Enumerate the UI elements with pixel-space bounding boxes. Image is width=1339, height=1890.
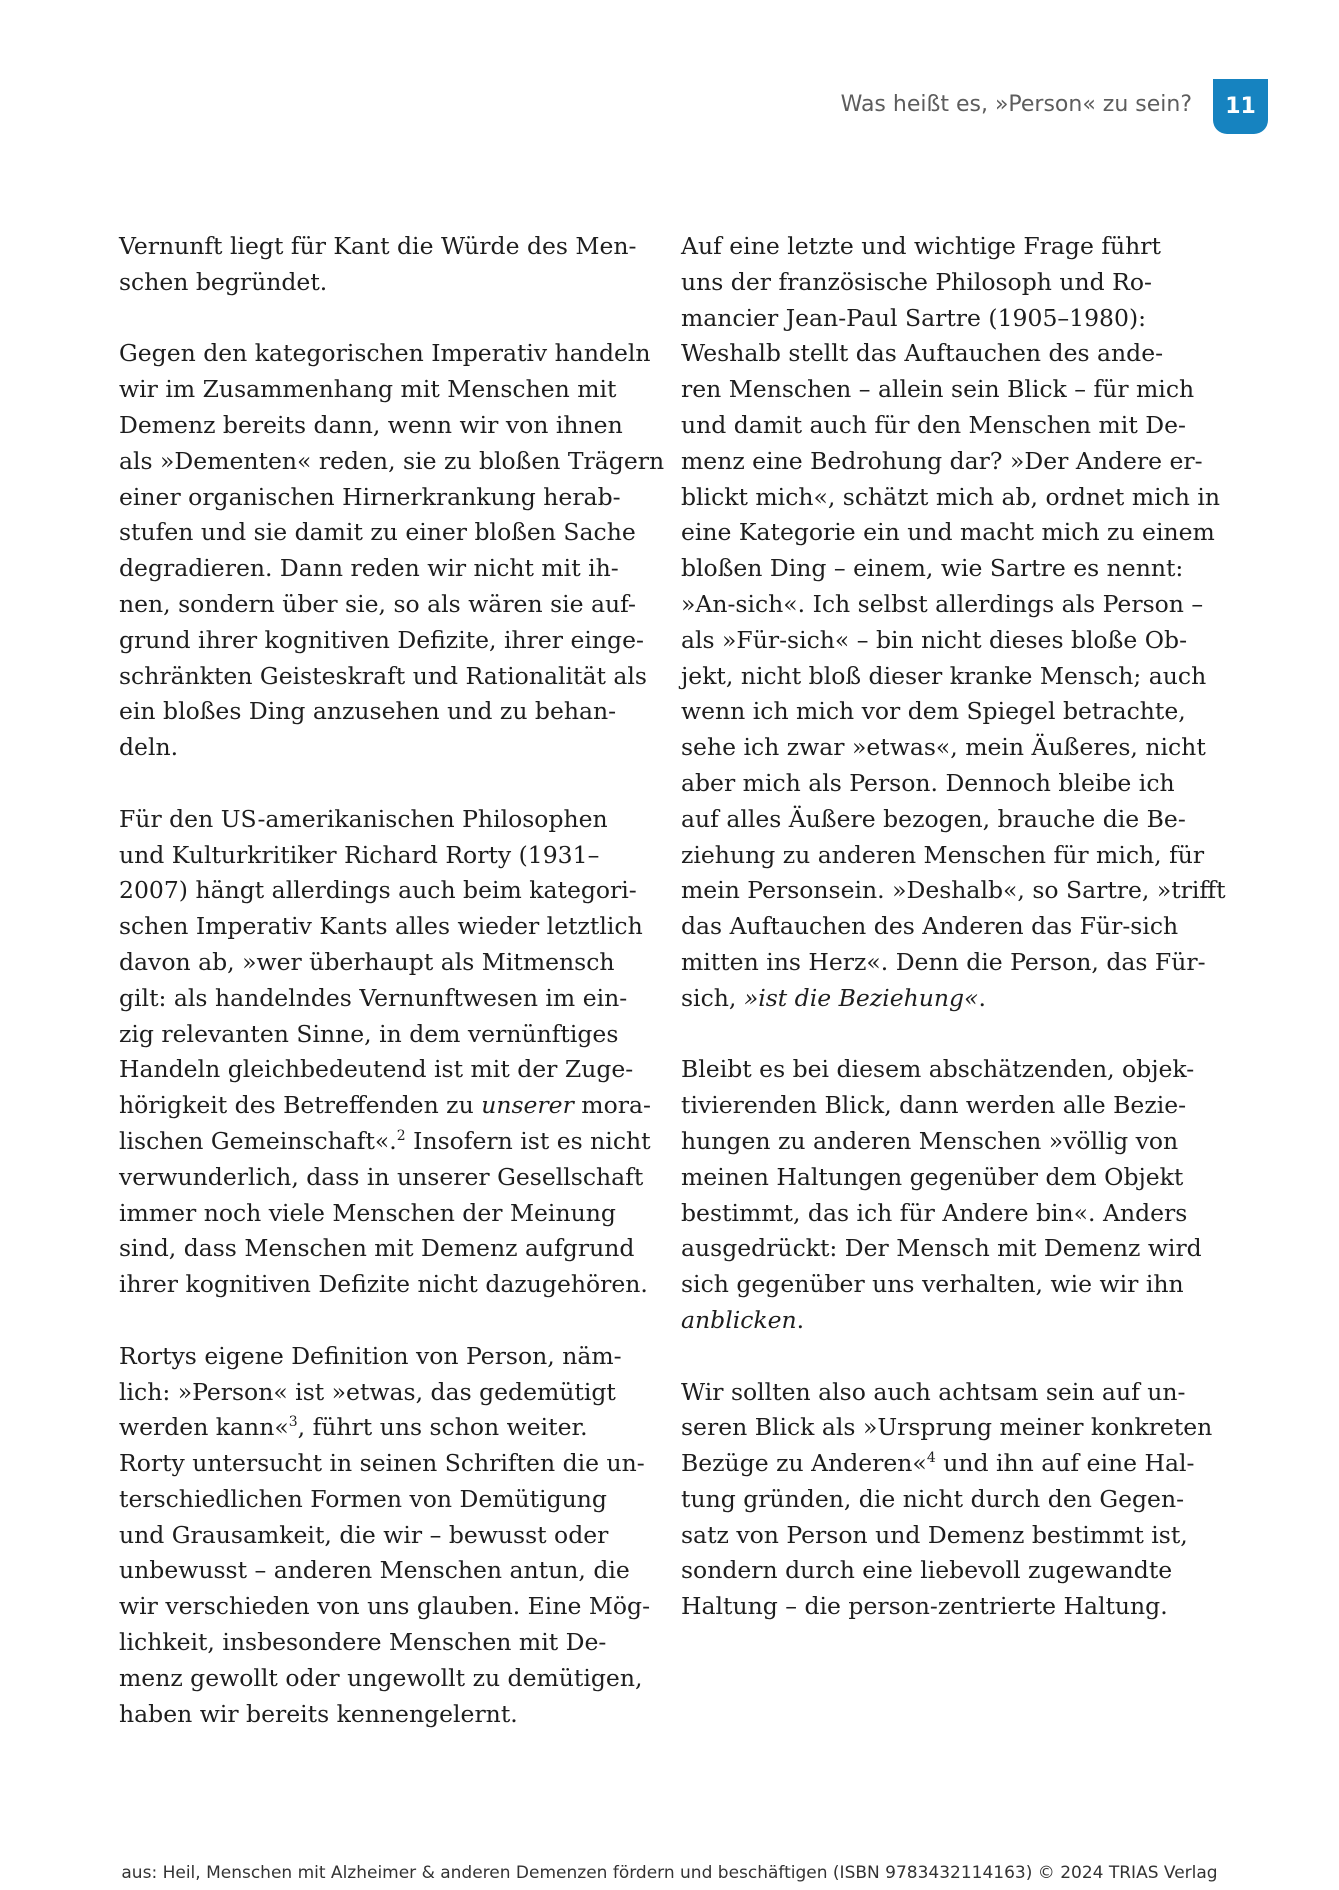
text-line: mancier Jean-Paul Sartre (1905–1980): bbox=[681, 303, 1147, 332]
text-line: gilt: als handelndes Vernunftwesen im ein- bbox=[119, 983, 628, 1012]
text-run: mora- bbox=[573, 1091, 651, 1120]
paragraph bbox=[119, 336, 665, 766]
footnote-marker: 4 bbox=[926, 1450, 936, 1467]
paragraph bbox=[681, 229, 1226, 1017]
text-line: ren Menschen – allein sein Blick – für mich bbox=[681, 375, 1195, 404]
text-line: Handeln gleichbedeutend ist mit der Zuge- bbox=[119, 1055, 634, 1084]
text-line bbox=[681, 1446, 1221, 1482]
paragraph bbox=[119, 229, 659, 301]
text-line: sondern durch eine liebevoll zugewandte bbox=[681, 1556, 1173, 1585]
text-line: einer organischen Hirnerkrankung herab- bbox=[119, 482, 621, 511]
text-line: Auf eine letzte und wichtige Frage führt bbox=[681, 232, 1161, 260]
text-line: und Kulturkritiker Richard Rorty (1931– bbox=[119, 840, 600, 869]
text-line: wir verschieden von uns glauben. Eine Mög- bbox=[119, 1592, 651, 1621]
text-line: davon ab, »wer überhaupt als Mitmensch bbox=[119, 947, 615, 976]
text-run: Bezüge zu Anderen« bbox=[681, 1449, 927, 1478]
text-run: , führt uns schon weiter. bbox=[297, 1413, 588, 1442]
page-number: 11 bbox=[1225, 94, 1256, 119]
text-line: Vernunft liegt für Kant die Würde des Men- bbox=[119, 232, 637, 260]
text-line: satz von Person und Demenz bestimmt ist, bbox=[681, 1520, 1188, 1549]
text-line: als »Dementen« reden, sie zu bloßen Trägern bbox=[119, 446, 665, 475]
text-run: hörigkeit des Betreffenden zu bbox=[119, 1091, 482, 1120]
text-line: Bleibt es bei diesem abschätzenden, objek- bbox=[681, 1055, 1195, 1084]
text-line: 2007) hängt allerdings auch beim kategori- bbox=[119, 876, 637, 905]
text-run: und ihn auf eine Hal- bbox=[935, 1449, 1195, 1478]
text-run: lischen Gemeinschaft«. bbox=[119, 1126, 397, 1155]
text-line: blickt mich«, schätzt mich ab, ordnet mich in bbox=[681, 482, 1221, 511]
text-line: terschiedlichen Formen von Demütigung bbox=[119, 1484, 607, 1513]
text-line: uns der französische Philosoph und Ro- bbox=[681, 267, 1152, 296]
paragraph bbox=[119, 1339, 659, 1733]
text-line: sich gegenüber uns verhalten, wie wir ihn bbox=[681, 1270, 1184, 1299]
text-run: . bbox=[978, 983, 986, 1012]
text-line: stufen und sie damit zu einer bloßen Sache bbox=[119, 518, 636, 547]
text-line: auf alles Äußere bezogen, brauche die Be- bbox=[681, 804, 1186, 833]
right-text-column bbox=[681, 229, 1226, 1661]
text-line bbox=[119, 1410, 659, 1446]
text-line: seren Blick als »Ursprung meiner konkreten bbox=[681, 1413, 1213, 1442]
text-line: immer noch viele Menschen der Meinung bbox=[119, 1198, 616, 1227]
text-line: zig relevanten Sinne, in dem vernünftiges bbox=[119, 1019, 619, 1048]
text-run: werden kann« bbox=[119, 1413, 289, 1442]
source-citation: aus: Heil, Menschen mit Alzheimer & anderen Demenzen fördern und beschäftigen (ISBN 9783432114163) © 2024 TRIAS Verlag bbox=[121, 1863, 1218, 1883]
text-line bbox=[119, 1088, 659, 1124]
text-line bbox=[681, 1303, 1221, 1339]
text-line: mein Personsein. »Deshalb«, so Sartre, »trifft bbox=[681, 876, 1226, 905]
text-line: sind, dass Menschen mit Demenz aufgrund bbox=[119, 1234, 635, 1263]
text-line: Rorty untersucht in seinen Schriften die un- bbox=[119, 1449, 645, 1478]
text-line: wir im Zusammenhang mit Menschen mit bbox=[119, 375, 617, 404]
text-line: Haltung – die person-zentrierte Haltung. bbox=[681, 1592, 1168, 1621]
text-line: bloßen Ding – einem, wie Sartre es nennt: bbox=[681, 554, 1184, 583]
text-line: lichkeit, insbesondere Menschen mit De- bbox=[119, 1628, 607, 1657]
text-line: Wir sollten also auch achtsam sein auf un- bbox=[681, 1377, 1186, 1406]
text-line: verwunderlich, dass in unserer Gesellschaft bbox=[119, 1162, 644, 1191]
footnote-marker: 3 bbox=[288, 1414, 298, 1431]
text-line: tivierenden Blick, dann werden alle Bezie- bbox=[681, 1091, 1187, 1120]
emphasis: anblicken bbox=[681, 1305, 797, 1334]
text-line: Demenz bereits dann, wenn wir von ihnen bbox=[119, 410, 623, 439]
text-line: grund ihrer kognitiven Defizite, ihrer einge- bbox=[119, 625, 644, 654]
text-line: schränkten Geisteskraft und Rationalität als bbox=[119, 661, 647, 690]
text-line: eine Kategorie ein und macht mich zu einem bbox=[681, 518, 1215, 547]
text-line: aber mich als Person. Dennoch bleibe ich bbox=[681, 768, 1175, 797]
text-line: sehe ich zwar »etwas«, mein Äußeres, nicht bbox=[681, 733, 1206, 762]
text-line: schen begründet. bbox=[119, 267, 328, 296]
footnote-marker: 2 bbox=[396, 1127, 406, 1144]
text-line: bestimmt, das ich für Andere bin«. Anders bbox=[681, 1198, 1188, 1227]
text-line: menz eine Bedrohung dar? »Der Andere er- bbox=[681, 446, 1203, 475]
text-line: und damit auch für den Menschen mit De- bbox=[681, 410, 1186, 439]
text-line: Gegen den kategorischen Imperativ handeln bbox=[119, 339, 651, 368]
text-line: Rortys eigene Definition von Person, näm- bbox=[119, 1341, 622, 1370]
text-line: ausgedrückt: Der Mensch mit Demenz wird bbox=[681, 1234, 1202, 1263]
text-run: Insofern ist es nicht bbox=[405, 1126, 651, 1155]
paragraph bbox=[681, 1052, 1221, 1338]
text-line: haben wir bereits kennengelernt. bbox=[119, 1699, 518, 1728]
running-title: Was heißt es, »Person« zu sein? bbox=[840, 92, 1192, 117]
text-line: ein bloßes Ding anzusehen und zu behan- bbox=[119, 697, 617, 726]
text-line: jekt, nicht bloß dieser kranke Mensch; auch bbox=[681, 661, 1207, 690]
text-line: deln. bbox=[119, 733, 179, 762]
emphasis: unserer bbox=[481, 1091, 574, 1120]
text-run: sich, bbox=[681, 983, 744, 1012]
text-line: nen, sondern über sie, so als wären sie auf- bbox=[119, 589, 636, 618]
text-line: lich: »Person« ist »etwas, das gedemütigt bbox=[119, 1377, 616, 1406]
text-line: tung gründen, die nicht durch den Gegen- bbox=[681, 1484, 1185, 1513]
text-line: »An-sich«. Ich selbst allerdings als Person – bbox=[681, 589, 1204, 618]
paragraph bbox=[119, 802, 659, 1303]
text-line: ziehung zu anderen Menschen für mich, für bbox=[681, 840, 1205, 869]
text-run: . bbox=[796, 1305, 805, 1334]
text-line: hungen zu anderen Menschen »völlig von bbox=[681, 1126, 1179, 1155]
text-line: degradieren. Dann reden wir nicht mit ih- bbox=[119, 554, 619, 583]
text-line: ihrer kognitiven Defizite nicht dazugehören. bbox=[119, 1270, 648, 1299]
text-line: meinen Haltungen gegenüber dem Objekt bbox=[681, 1162, 1184, 1191]
text-line bbox=[681, 981, 1221, 1017]
text-line: und Grausamkeit, die wir – bewusst oder bbox=[119, 1520, 609, 1549]
text-line: als »Für-sich« – bin nicht dieses bloße Ob- bbox=[681, 625, 1188, 654]
text-line: Weshalb stellt das Auftauchen des ande- bbox=[681, 339, 1164, 368]
text-line: unbewusst – anderen Menschen antun, die bbox=[119, 1556, 630, 1585]
text-line: das Auftauchen des Anderen das Für-sich bbox=[681, 912, 1179, 941]
text-line: wenn ich mich vor dem Spiegel betrachte, bbox=[681, 697, 1186, 726]
text-line: menz gewollt oder ungewollt zu demütigen, bbox=[119, 1663, 643, 1692]
text-line bbox=[119, 1124, 659, 1160]
emphasis: »ist die Beziehung« bbox=[743, 983, 979, 1012]
left-text-column bbox=[119, 229, 665, 1768]
text-line: Für den US-amerikanischen Philosophen bbox=[119, 804, 608, 833]
paragraph bbox=[681, 1375, 1221, 1626]
text-line: schen Imperativ Kants alles wieder letztlich bbox=[119, 912, 643, 941]
text-line: mitten ins Herz«. Denn die Person, das Für- bbox=[681, 947, 1206, 976]
page-number-badge bbox=[1213, 79, 1268, 134]
